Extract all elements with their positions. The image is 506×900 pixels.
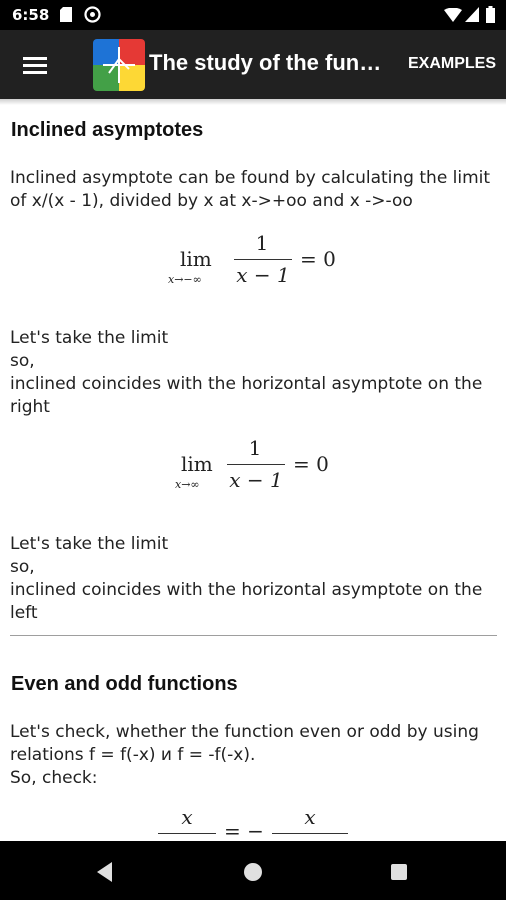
- examples-button[interactable]: EXAMPLES: [407, 55, 496, 72]
- para2-line3: inclined coincides with the horizontal asymptote on the: [10, 580, 483, 600]
- home-button[interactable]: [236, 855, 270, 889]
- status-time: 6:58: [12, 6, 50, 24]
- fraction-bar-right: [272, 833, 348, 834]
- fraction-bar-left: [158, 833, 216, 834]
- formula-result: = 0: [300, 247, 336, 271]
- app-bar: [0, 30, 506, 99]
- formula-equals-minus: = −: [224, 819, 264, 841]
- fraction-bar: [234, 259, 292, 260]
- para1-line1: Let's take the limit: [10, 328, 169, 348]
- status-bar: [0, 0, 506, 30]
- fraction-numerator: 1: [255, 231, 269, 255]
- formula-result: = 0: [293, 452, 329, 476]
- even-odd-line3: So, check:: [10, 768, 98, 788]
- lim-subscript: x→∞: [175, 478, 200, 491]
- sync-icon: [84, 6, 101, 28]
- inclined-intro: [10, 167, 500, 213]
- even-odd-line1: Let's check, whether the function even or odd by using: [10, 722, 479, 742]
- even-odd-line2: relations f = f(-x) и f = -f(-x).: [10, 745, 256, 765]
- fraction-bar: [227, 464, 285, 465]
- inclined-intro-line1: Inclined asymptote can be found by calculating the limit: [10, 168, 491, 188]
- para2-line2: so,: [10, 557, 35, 577]
- sd-card-icon: [60, 7, 72, 27]
- home-icon: [236, 855, 270, 889]
- para1-line4: right: [10, 397, 50, 417]
- back-icon: [88, 855, 122, 889]
- content-area[interactable]: [0, 99, 506, 841]
- para2-line4: left: [10, 603, 38, 623]
- lim-label: lim: [181, 452, 213, 476]
- even-odd-formula: [158, 803, 358, 841]
- signal-icon: [465, 7, 479, 27]
- lim-subscript: x→−∞: [168, 273, 202, 286]
- wifi-icon: [444, 8, 462, 27]
- recents-button[interactable]: [382, 855, 416, 889]
- app-bar-shadow: [0, 99, 506, 105]
- fraction-denominator: x − 1: [229, 468, 283, 492]
- even-odd-paragraph: [10, 721, 500, 790]
- lim-label: lim: [180, 247, 212, 271]
- battery-icon: [486, 6, 495, 28]
- inclined-left-paragraph: [10, 533, 500, 625]
- para1-line2: so,: [10, 351, 35, 371]
- para1-line3: inclined coincides with the horizontal asymptote on the: [10, 374, 483, 394]
- navigation-bar: [0, 841, 506, 900]
- inclined-intro-line2: of x/(x - 1), divided by x at x->+oo and x ->-oo: [10, 191, 413, 211]
- section-title-inclined: Inclined asymptotes: [11, 119, 204, 141]
- fraction-denominator: x − 1: [236, 263, 290, 287]
- para2-line1: Let's take the limit: [10, 534, 169, 554]
- hamburger-icon: [18, 48, 52, 82]
- back-button[interactable]: [88, 855, 122, 889]
- limit-formula-plus-infinity: [175, 432, 345, 502]
- recents-icon: [382, 855, 416, 889]
- inclined-right-paragraph: [10, 327, 500, 419]
- fraction-numerator-right: x: [304, 805, 316, 829]
- app-title: The study of the fun…: [149, 50, 382, 75]
- limit-formula-minus-infinity: [168, 227, 348, 297]
- fraction-numerator-left: x: [181, 805, 193, 829]
- fraction-numerator: 1: [248, 436, 262, 460]
- app-logo: [93, 39, 145, 91]
- section-divider: [10, 635, 497, 636]
- section-title-even-odd: Even and odd functions: [11, 673, 238, 695]
- menu-button[interactable]: [18, 48, 52, 82]
